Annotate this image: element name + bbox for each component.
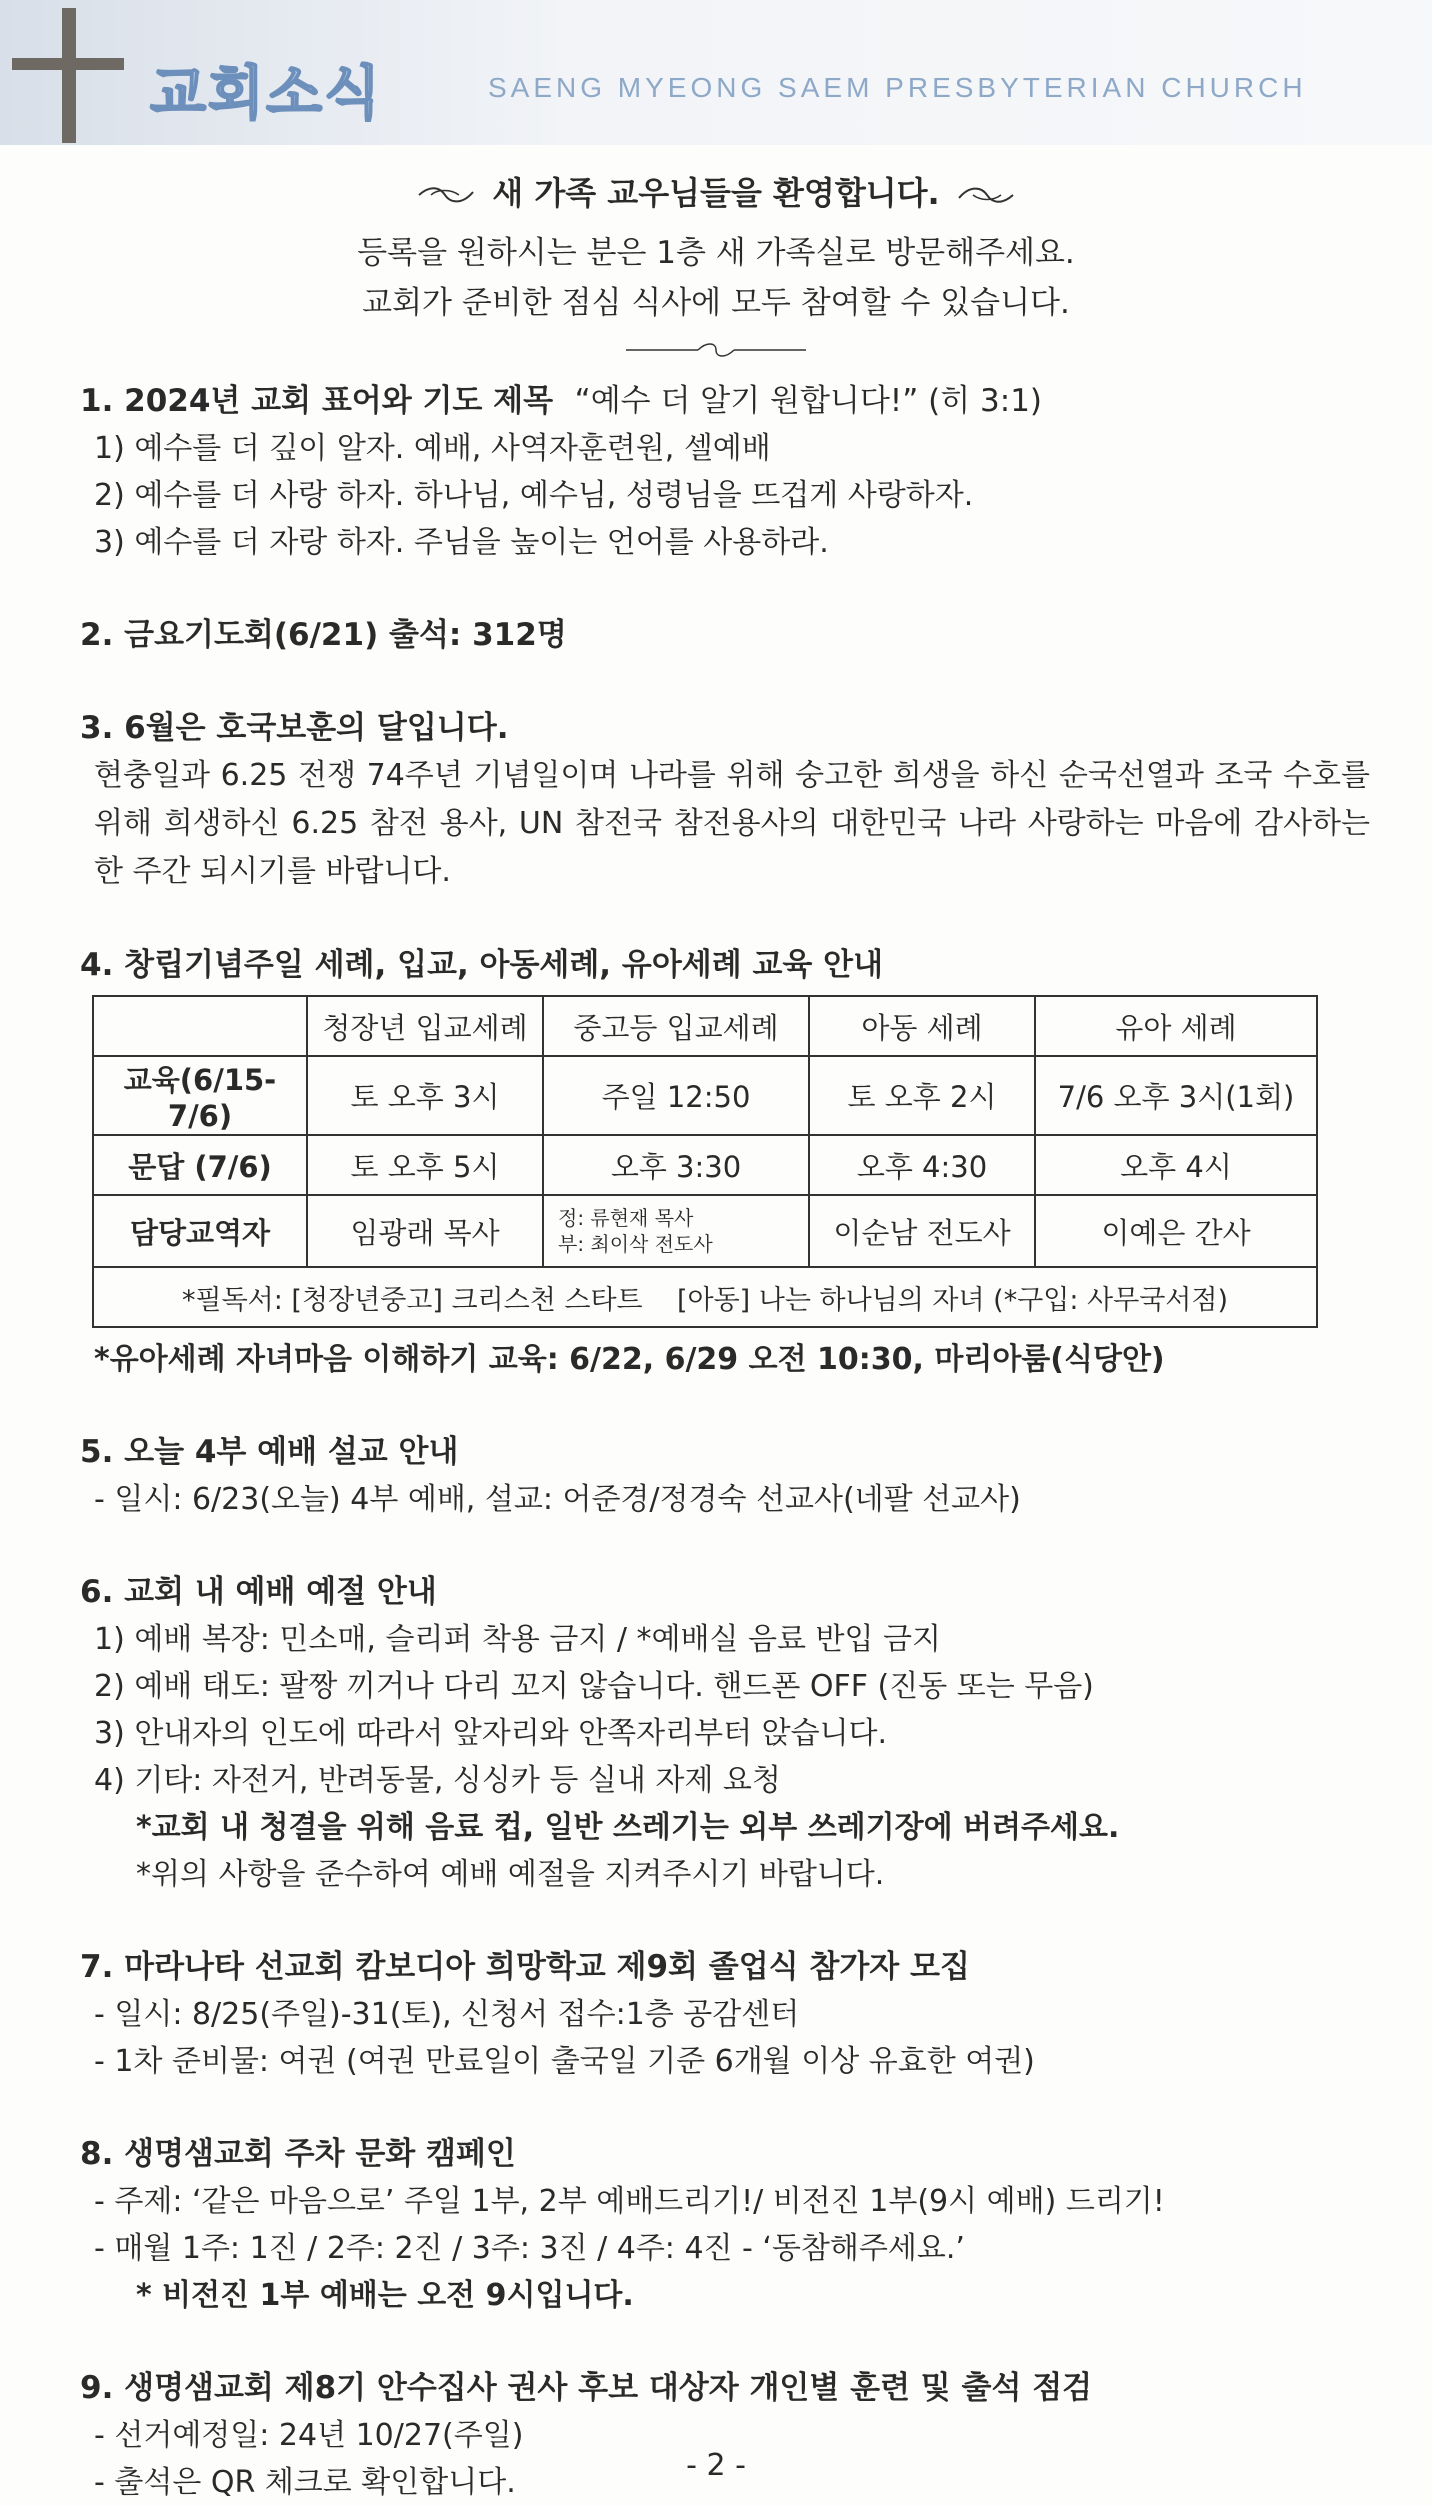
pastor-sub: 부: 최이삭 전도사 bbox=[558, 1232, 713, 1256]
section-title: 8. 생명샘교회 주차 문화 캠페인 bbox=[80, 2136, 516, 2172]
table-header: 청장년 입교세례 bbox=[307, 996, 543, 1056]
welcome-title: 새 가족 교우님들을 환영합니다. bbox=[492, 174, 940, 212]
note: * 비전진 1부 예배는 오전 9시입니다. bbox=[136, 2278, 634, 2313]
section-title: 2. 금요기도회(6/21) 출석: 312명 bbox=[80, 617, 567, 653]
section-title: 1. 2024년 교회 표어와 기도 제목 “예수 더 알기 원합니다!” (히 3:1) bbox=[80, 383, 1043, 419]
page-title: 교회소식 bbox=[150, 59, 383, 127]
section-title: 9. 생명샘교회 제8기 안수집사 권사 후보 대상자 개인별 훈련 및 출석 점검 bbox=[80, 2370, 1093, 2406]
note: *유아세례 자녀마음 이해하기 교육: 6/22, 6/29 오전 10:30, 마리아룸(식당안) bbox=[94, 1342, 1165, 1377]
table-header bbox=[93, 996, 307, 1056]
ornament-divider-icon bbox=[626, 342, 806, 358]
table-header: 중고등 입교세례 bbox=[543, 996, 809, 1056]
header-banner bbox=[0, 0, 1432, 145]
list-item: - 1차 준비물: 여권 (여권 만료일이 출국일 기준 6개월 이상 유효한 여권) bbox=[94, 2044, 1035, 2079]
table-header-row bbox=[93, 996, 1317, 1056]
reading-list: *필독서: [청장년중고] 크리스천 스타트 [아동] 나는 하나님의 자녀 (*구입: 사무국서점) bbox=[93, 1267, 1317, 1327]
table-row bbox=[93, 1135, 1317, 1195]
cross-icon-bar bbox=[12, 58, 124, 70]
flourish-right-icon bbox=[957, 184, 1015, 206]
table-cell: 토 오후 5시 bbox=[307, 1135, 543, 1195]
announcements bbox=[80, 378, 1370, 2506]
note: *교회 내 청결을 위해 음료 컵, 일반 쓰레기는 외부 쓰레기장에 버려주세요. bbox=[136, 1810, 1120, 1845]
motto: “예수 더 알기 원합니다!” (히 3:1) bbox=[574, 383, 1043, 419]
table-header: 아동 세례 bbox=[809, 996, 1035, 1056]
row-label: 담당교역자 bbox=[93, 1195, 307, 1267]
table-cell: 주일 12:50 bbox=[543, 1056, 809, 1135]
table-cell: 7/6 오후 3시(1회) bbox=[1035, 1056, 1317, 1135]
section-title: 3. 6월은 호국보훈의 달입니다. bbox=[80, 710, 509, 746]
row-label: 문답 (7/6) bbox=[93, 1135, 307, 1195]
welcome-line: 등록을 원하시는 분은 1층 새 가족실로 방문해주세요. bbox=[357, 235, 1075, 271]
section-title: 7. 마라나타 선교회 캄보디아 희망학교 제9회 졸업식 참가자 모집 bbox=[80, 1949, 970, 1985]
list-item: - 매월 1주: 1진 / 2주: 2진 / 3주: 3진 / 4주: 4진 - ‘동참해주세요.’ bbox=[94, 2231, 965, 2266]
table-cell: 이순남 전도사 bbox=[809, 1195, 1035, 1267]
church-name: SAENG MYEONG SAEM PRESBYTERIAN CHURCH bbox=[488, 72, 1307, 103]
welcome-line: 교회가 준비한 점심 식사에 모두 참여할 수 있습니다. bbox=[362, 285, 1070, 321]
list-item: 2) 예배 태도: 팔짱 끼거나 다리 꼬지 않습니다. 핸드폰 OFF (진동 또는 무음) bbox=[94, 1669, 1094, 1704]
list-item: 1) 예수를 더 깊이 알자. 예배, 사역자훈련원, 셀예배 bbox=[94, 431, 771, 466]
paragraph: 현충일과 6.25 전쟁 74주년 기념일이며 나라를 위해 숭고한 희생을 하신 순국선열과 조국 수호를 위해 희생하신 6.25 참전 용사, UN 참전국 참전용사의 대한민국 나라 사랑하는 마음에 감사하는 한 주간 되시기를 바랍니다. bbox=[94, 758, 1370, 889]
list-item: 4) 기타: 자전거, 반려동물, 싱싱카 등 실내 자제 요청 bbox=[94, 1763, 781, 1798]
welcome-section bbox=[0, 168, 1432, 358]
table-cell: 오후 4시 bbox=[1035, 1135, 1317, 1195]
table-cell: 이예은 간사 bbox=[1035, 1195, 1317, 1267]
section-title: 4. 창립기념주일 세례, 입교, 아동세례, 유아세례 교육 안내 bbox=[80, 947, 884, 983]
section-title: 5. 오늘 4부 예배 설교 안내 bbox=[80, 1434, 459, 1470]
pastor-main: 정: 류현재 목사 bbox=[558, 1206, 694, 1230]
list-item: - 일시: 8/25(주일)-31(토), 신청서 접수:1층 공감센터 bbox=[94, 1997, 800, 2032]
table-header: 유아 세례 bbox=[1035, 996, 1317, 1056]
row-label: 교육(6/15-7/6) bbox=[93, 1056, 307, 1135]
list-item: - 선거예정일: 24년 10/27(주일) bbox=[94, 2418, 524, 2453]
table-cell: 임광래 목사 bbox=[307, 1195, 543, 1267]
table-cell: 토 오후 3시 bbox=[307, 1056, 543, 1135]
list-item: - 주제: ‘같은 마음으로’ 주일 1부, 2부 예배드리기!/ 비전진 1부(9시 예배) 드리기! bbox=[94, 2184, 1165, 2219]
table-cell: 오후 3:30 bbox=[543, 1135, 809, 1195]
list-item: 1) 예배 복장: 민소매, 슬리퍼 착용 금지 / *예배실 음료 반입 금지 bbox=[94, 1622, 941, 1657]
table-row bbox=[93, 1195, 1317, 1267]
note: *위의 사항을 준수하여 예배 예절을 지켜주시기 바랍니다. bbox=[136, 1857, 885, 1892]
table-cell-split bbox=[543, 1195, 809, 1267]
list-item: - 일시: 6/23(오늘) 4부 예배, 설교: 어준경/정경숙 선교사(네팔 선교사) bbox=[94, 1482, 1021, 1517]
table-cell: 토 오후 2시 bbox=[809, 1056, 1035, 1135]
section-title: 6. 교회 내 예배 예절 안내 bbox=[80, 1574, 437, 1610]
list-item: 2) 예수를 더 사랑 하자. 하나님, 예수님, 성령님을 뜨겁게 사랑하자. bbox=[94, 478, 974, 513]
list-item: - 출석은 QR 체크로 확인합니다. bbox=[94, 2465, 516, 2500]
list-item: 3) 안내자의 인도에 따라서 앞자리와 안쪽자리부터 앉습니다. bbox=[94, 1716, 888, 1751]
table-row bbox=[93, 1056, 1317, 1135]
page-number: - 2 - bbox=[686, 2448, 746, 2483]
table-footnote-row bbox=[93, 1267, 1317, 1327]
list-item: 3) 예수를 더 자랑 하자. 주님을 높이는 언어를 사용하라. bbox=[94, 525, 829, 560]
cross-icon bbox=[62, 8, 76, 143]
table-cell: 오후 4:30 bbox=[809, 1135, 1035, 1195]
schedule-table bbox=[92, 995, 1318, 1328]
flourish-left-icon bbox=[417, 184, 475, 206]
